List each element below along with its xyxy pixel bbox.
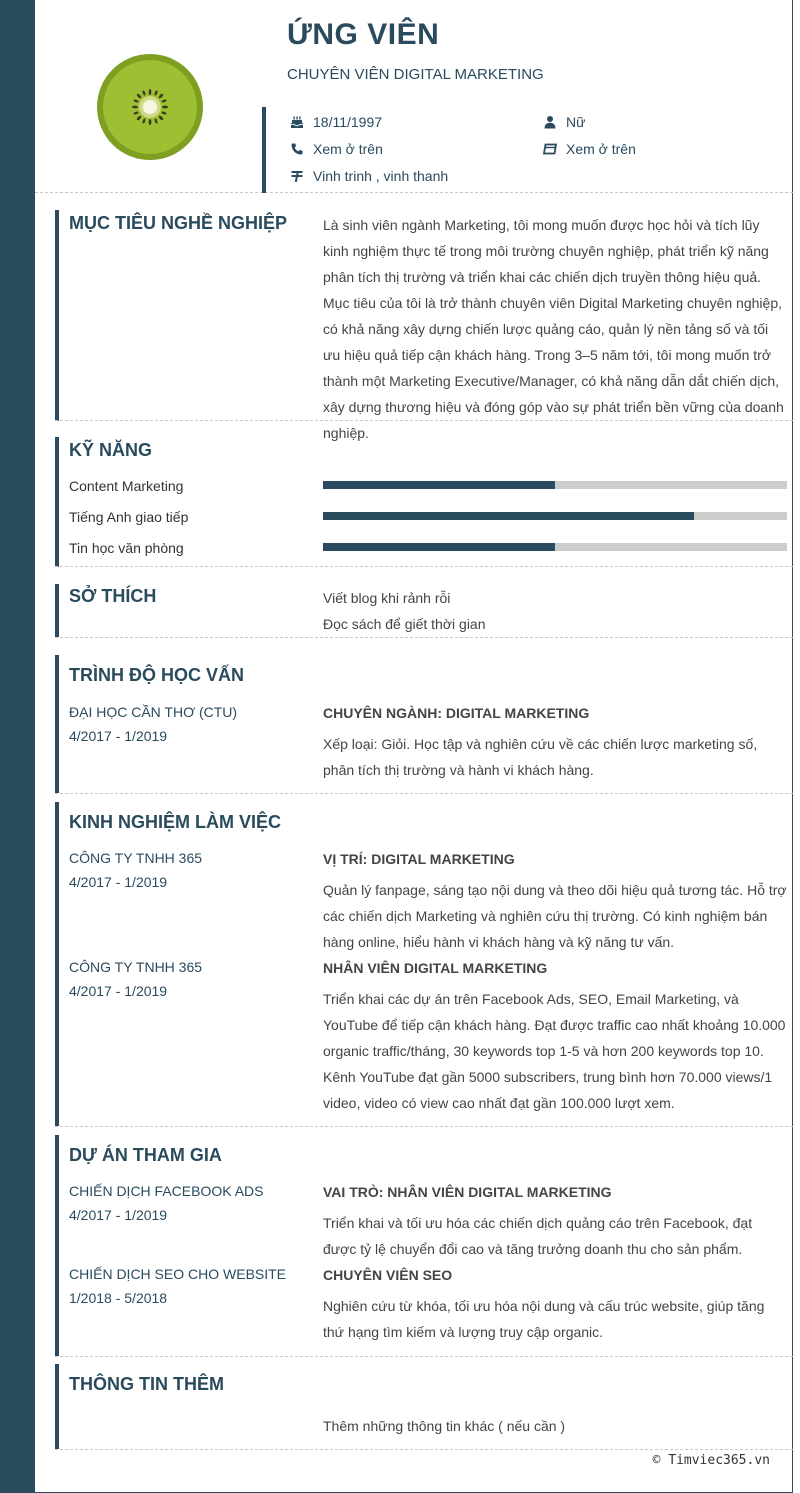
additional-section [55,1364,793,1449]
education-detail [323,700,788,783]
email-value[interactable]: Xem ở trên [566,141,636,157]
hobby-item: Viết blog khi rảnh rỗi [323,590,451,606]
skill-label-office: Tin học văn phòng [69,540,184,556]
project-name: CHIẾN DỊCH FACEBOOK ADS [69,1183,264,1199]
personal-info-block [262,107,793,193]
phone-icon [290,142,304,156]
skill-label-content-marketing: Content Marketing [69,478,184,494]
email-item [543,141,636,157]
experience-meta-2 [69,955,202,1003]
divider [55,793,793,794]
experience-section [55,802,793,1126]
project-detail-1 [323,1179,788,1262]
project-meta-1 [69,1179,263,1227]
project-period: 1/2018 - 5/2018 [69,1290,168,1306]
divider [55,566,793,567]
user-icon [543,115,557,129]
skills-section [55,437,793,567]
project-description: Nghiên cứu từ khóa, tối ưu hóa nội dung và cấu trúc website, giúp tăng thứ hạng tìm kiếm và lượng truy cập organic. [323,1298,765,1340]
phone-item [290,141,383,157]
email-icon [543,142,557,156]
education-major: CHUYÊN NGÀNH: DIGITAL MARKETING [323,705,590,721]
experience-description: Quản lý fanpage, sáng tạo nội dung và theo dõi hiệu quả tương tác. Hỗ trợ các chiến dịch Marketing và nghiên cứu thị trường. Có kinh nghiệm bán hàng online, hiểu hành vi khách hàng và kỹ năng tư vấn. [323,882,787,950]
project-role: CHUYÊN VIÊN SEO [323,1267,453,1283]
skills-title: KỸ NĂNG [69,440,153,460]
left-sidebar-band [0,0,35,1493]
projects-title: DỰ ÁN THAM GIA [69,1145,222,1165]
birthday-cake-icon [290,115,304,129]
gender-item [543,114,585,130]
footer-watermark: © Timviec365.vn [652,1453,770,1468]
education-period: 4/2017 - 1/2019 [69,728,168,744]
education-description: Xếp loại: Giỏi. Học tập và nghiên cứu về các chiến lược marketing số, phân tích thị trường và hành vi khách hàng. [323,736,758,778]
education-title: TRÌNH ĐỘ HỌC VẤN [69,665,244,685]
experience-role: VỊ TRÍ: DIGITAL MARKETING [323,851,515,867]
experience-detail-1 [323,846,788,955]
project-description: Triển khai và tối ưu hóa các chiến dịch quảng cáo trên Facebook, đạt được tỷ lệ chuyển đổi cao và tăng trưởng doanh thu cho sản phẩm. [323,1215,753,1257]
experience-period: 4/2017 - 1/2019 [69,874,168,890]
objective-section [55,210,793,441]
experience-detail-2 [323,955,788,1116]
avatar-kiwi-seeds [97,54,203,160]
address-item [290,168,448,184]
skill-fill [323,543,555,551]
skill-bar-english [323,512,787,520]
road-sign-icon [290,169,304,183]
objective-text: Là sinh viên ngành Marketing, tôi mong muốn được học hỏi và tích lũy kinh nghiệm thực tế trong môi trường chuyên nghiệp, phát triển kỹ năng phân tích thị trường và triển khai các chiến dịch truyền thông hiệu quả. Mục tiêu của tôi là trở thành chuyên viên Digital Marketing chuyên nghiệp, có khả năng xây dựng chiến lược quảng cáo, quản lý nền tảng số và tối ưu hiệu quả tiếp cận khách hàng. Trong 3–5 năm tới, tôi mong muốn trở thành một Marketing Executive/Manager, có khả năng dẫn dắt chiến dịch, xây dựng thương hiệu và đóng góp vào sự phát triển bền vững của doanh nghiệp. [323,217,784,441]
skill-label-english: Tiếng Anh giao tiếp [69,509,189,525]
hobbies-title: SỞ THÍCH [69,586,157,606]
project-meta-2 [69,1262,286,1310]
company-name: CÔNG TY TNHH 365 [69,850,203,866]
skill-fill [323,481,555,489]
divider [55,1356,793,1357]
gender-value: Nữ [566,114,586,130]
experience-role: NHÂN VIÊN DIGITAL MARKETING [323,960,548,976]
project-role: VAI TRÒ: NHÂN VIÊN DIGITAL MARKETING [323,1184,612,1200]
project-name: CHIẾN DỊCH SEO CHO WEBSITE [69,1266,287,1282]
experience-title: KINH NGHIỆM LÀM VIỆC [69,812,282,832]
birthday-value: 18/11/1997 [313,114,383,130]
birthday-item [290,114,382,130]
skill-bar-office [323,543,787,551]
school-name: ĐẠI HỌC CẦN THƠ (CTU) [69,704,238,720]
company-name: CÔNG TY TNHH 365 [69,959,203,975]
divider [55,1449,793,1450]
hobbies-section [55,584,793,637]
hobby-item: Đọc sách để giết thời gian [323,616,486,632]
experience-description: Triển khai các dự án trên Facebook Ads, SEO, Email Marketing, và YouTube để tiếp cận khách hàng. Đạt được traffic cao nhất khoảng 10.000 organic traffic/tháng, 30 keywords top 1-5 và hơn 200 keywords top 10. Kênh YouTube đạt gần 5000 subscribers, trung bình hơn 70.000 views/1 video, video có view cao nhất đạt gần 100.000 lượt xem. [323,991,786,1111]
divider [55,637,793,638]
candidate-name: ỨNG VIÊN [287,18,440,51]
additional-title: THÔNG TIN THÊM [69,1374,224,1394]
experience-meta-1 [69,846,202,894]
education-section [55,655,793,793]
cv-header [35,0,793,193]
divider [55,420,793,421]
phone-value[interactable]: Xem ở trên [313,141,383,157]
experience-period: 4/2017 - 1/2019 [69,983,168,999]
divider [55,1126,793,1127]
education-meta [69,700,237,748]
cv-page [35,0,793,1493]
candidate-position: CHUYÊN VIÊN DIGITAL MARKETING [287,66,544,83]
address-value: Vinh trinh , vinh thanh [313,168,449,184]
skill-bar-content-marketing [323,481,787,489]
skill-fill [323,512,694,520]
project-detail-2 [323,1262,788,1345]
additional-text: Thêm những thông tin khác ( nếu cần ) [323,1418,566,1434]
project-period: 4/2017 - 1/2019 [69,1207,168,1223]
hobbies-list [323,585,788,637]
objective-title: MỤC TIÊU NGHỀ NGHIỆP [69,213,288,233]
projects-section [55,1135,793,1356]
